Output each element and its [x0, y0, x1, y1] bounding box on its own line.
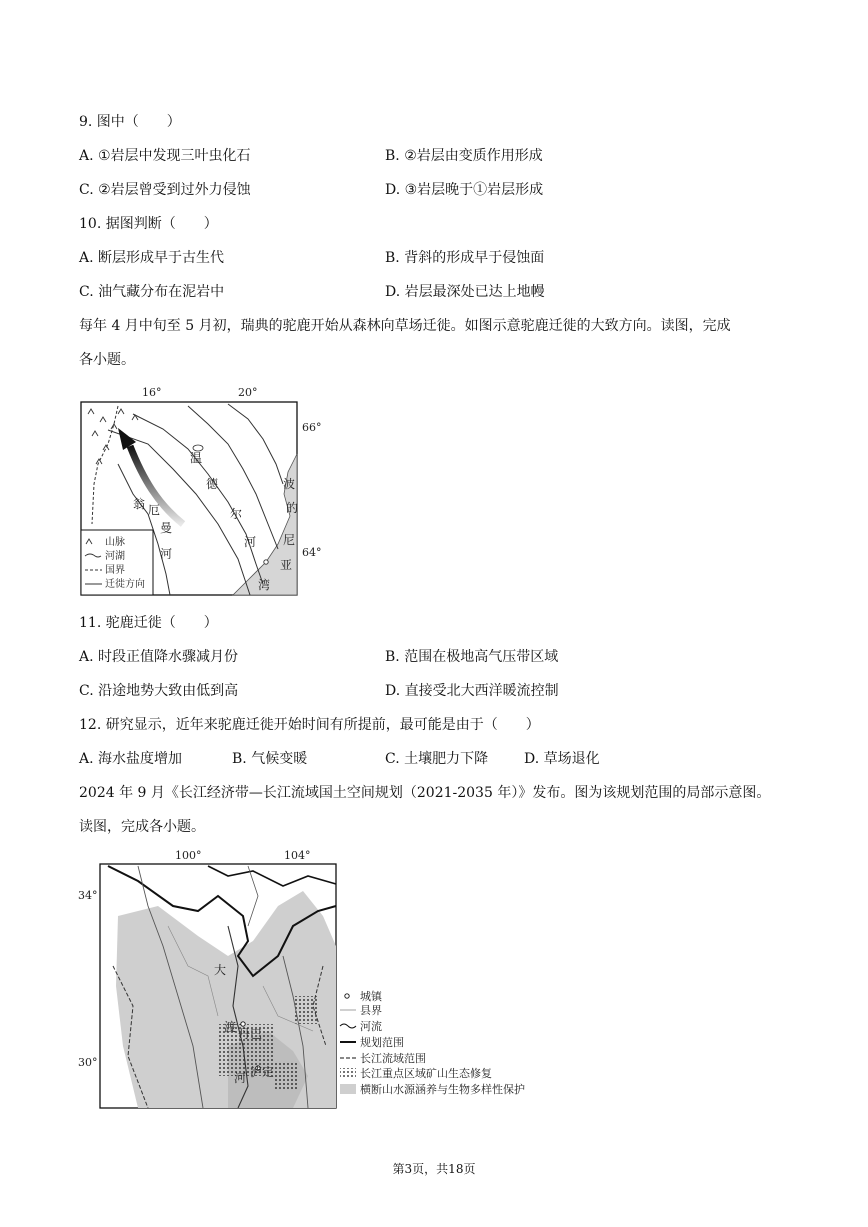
q11-option-d: D. 直接受北大西洋暖流控制	[385, 683, 559, 699]
river-label-char: 温	[190, 451, 203, 465]
legend-biodiversity: 横断山水源涵养与生物多样性保护	[360, 1083, 525, 1096]
q10-option-c: C. 油气藏分布在泥岩中	[79, 284, 225, 300]
q9-option-c: C. ②岩层曾受到过外力侵蚀	[79, 182, 251, 198]
q11-option-c: C. 沿途地势大致由低到高	[79, 683, 239, 699]
lat-label-64: 64°	[302, 546, 322, 559]
gulf-label-char: 湾	[258, 578, 271, 592]
legend-county-border: 县界	[360, 1004, 382, 1017]
yangtze-intro-line2: 读图，完成各小题。	[79, 819, 205, 835]
lat-label-66: 66°	[302, 421, 322, 434]
lon-label-100: 100°	[175, 849, 202, 862]
legend-river: 河流	[360, 1020, 382, 1033]
q9-option-b: B. ②岩层由变质作用形成	[385, 148, 543, 164]
river2-label-char: 翁	[133, 497, 146, 511]
legend-river-lake: 河湖	[105, 551, 125, 562]
q11-stem: 11. 驼鹿迁徙（ ）	[79, 615, 218, 631]
legend-town: 城镇	[360, 990, 382, 1003]
river-label-char: 德	[206, 477, 219, 491]
q12-option-b: B. 气候变暖	[232, 751, 308, 767]
river2-label-char: 厄	[148, 503, 161, 517]
q9-stem: 9. 图中（ ）	[79, 114, 181, 130]
q11-option-a: A. 时段正值降水骤减月份	[79, 649, 239, 665]
gulf-label-char: 亚	[280, 558, 293, 572]
place-label-da: 大	[214, 963, 227, 977]
q12-option-c: C. 土壤肥力下降	[385, 751, 489, 767]
lat-label-30: 30°	[78, 1056, 98, 1069]
q12-stem: 12. 研究显示，近年来驼鹿迁徙开始时间有所提前，最可能是由于（ ）	[79, 717, 540, 733]
q9-option-a: A. ①岩层中发现三叶虫化石	[79, 148, 251, 164]
lon-label-16: 16°	[142, 386, 162, 399]
yangtze-planning-map	[78, 846, 558, 1114]
yangtze-intro-line1: 2024 年 9 月《长江经济带—长江流域国土空间规划（2021-2035 年）》发布。图为该规划范围的局部示意图。	[79, 785, 771, 801]
place-label-luding: 泸定	[250, 1065, 275, 1079]
river2-label-char: 河	[160, 547, 173, 561]
lon-label-104: 104°	[284, 849, 311, 862]
reindeer-migration-map	[78, 384, 328, 600]
legend-mountain: 山脉	[105, 537, 125, 548]
gulf-label-char: 波	[283, 477, 296, 491]
river2-label-char: 曼	[160, 521, 173, 535]
q12-option-d: D. 草场退化	[524, 751, 600, 767]
reindeer-intro-line2: 各小题。	[79, 352, 135, 368]
q10-option-a: A. 断层形成早于古生代	[79, 250, 225, 266]
legend-basin-scope: 长江流域范围	[360, 1052, 426, 1065]
place-label-danba: 丹巴	[238, 1027, 263, 1041]
q10-option-b: B. 背斜的形成早于侵蚀面	[385, 250, 545, 266]
legend-mine-restoration: 长江重点区域矿山生态修复	[360, 1067, 492, 1080]
q10-option-d: D. 岩层最深处已达上地幔	[385, 284, 545, 300]
gulf-label-char: 的	[286, 501, 299, 515]
q11-option-b: B. 范围在极地高气压带区域	[385, 649, 559, 665]
place-label-he: 河	[234, 1071, 247, 1085]
q12-option-a: A. 海水盐度增加	[79, 751, 183, 767]
lon-label-20: 20°	[238, 386, 258, 399]
river-label-char: 尔	[230, 507, 243, 521]
legend-border: 国界	[105, 565, 125, 576]
place-label-du: 渡	[224, 1020, 237, 1034]
river-label-char: 河	[244, 535, 257, 549]
legend-planning-scope: 规划范围	[360, 1036, 404, 1049]
page-footer: 第3页，共18页	[392, 1162, 476, 1176]
reindeer-intro-line1: 每年 4 月中旬至 5 月初，瑞典的驼鹿开始从森林向草场迁徙。如图示意驼鹿迁徙的大致方向。读图，完成	[79, 318, 731, 334]
q10-stem: 10. 据图判断（ ）	[79, 216, 218, 232]
gulf-label-char: 尼	[283, 533, 296, 547]
lat-label-34: 34°	[78, 889, 98, 902]
q9-option-d: D. ③岩层晚于①岩层形成	[385, 182, 544, 198]
legend-migration: 迁徙方向	[105, 579, 145, 590]
